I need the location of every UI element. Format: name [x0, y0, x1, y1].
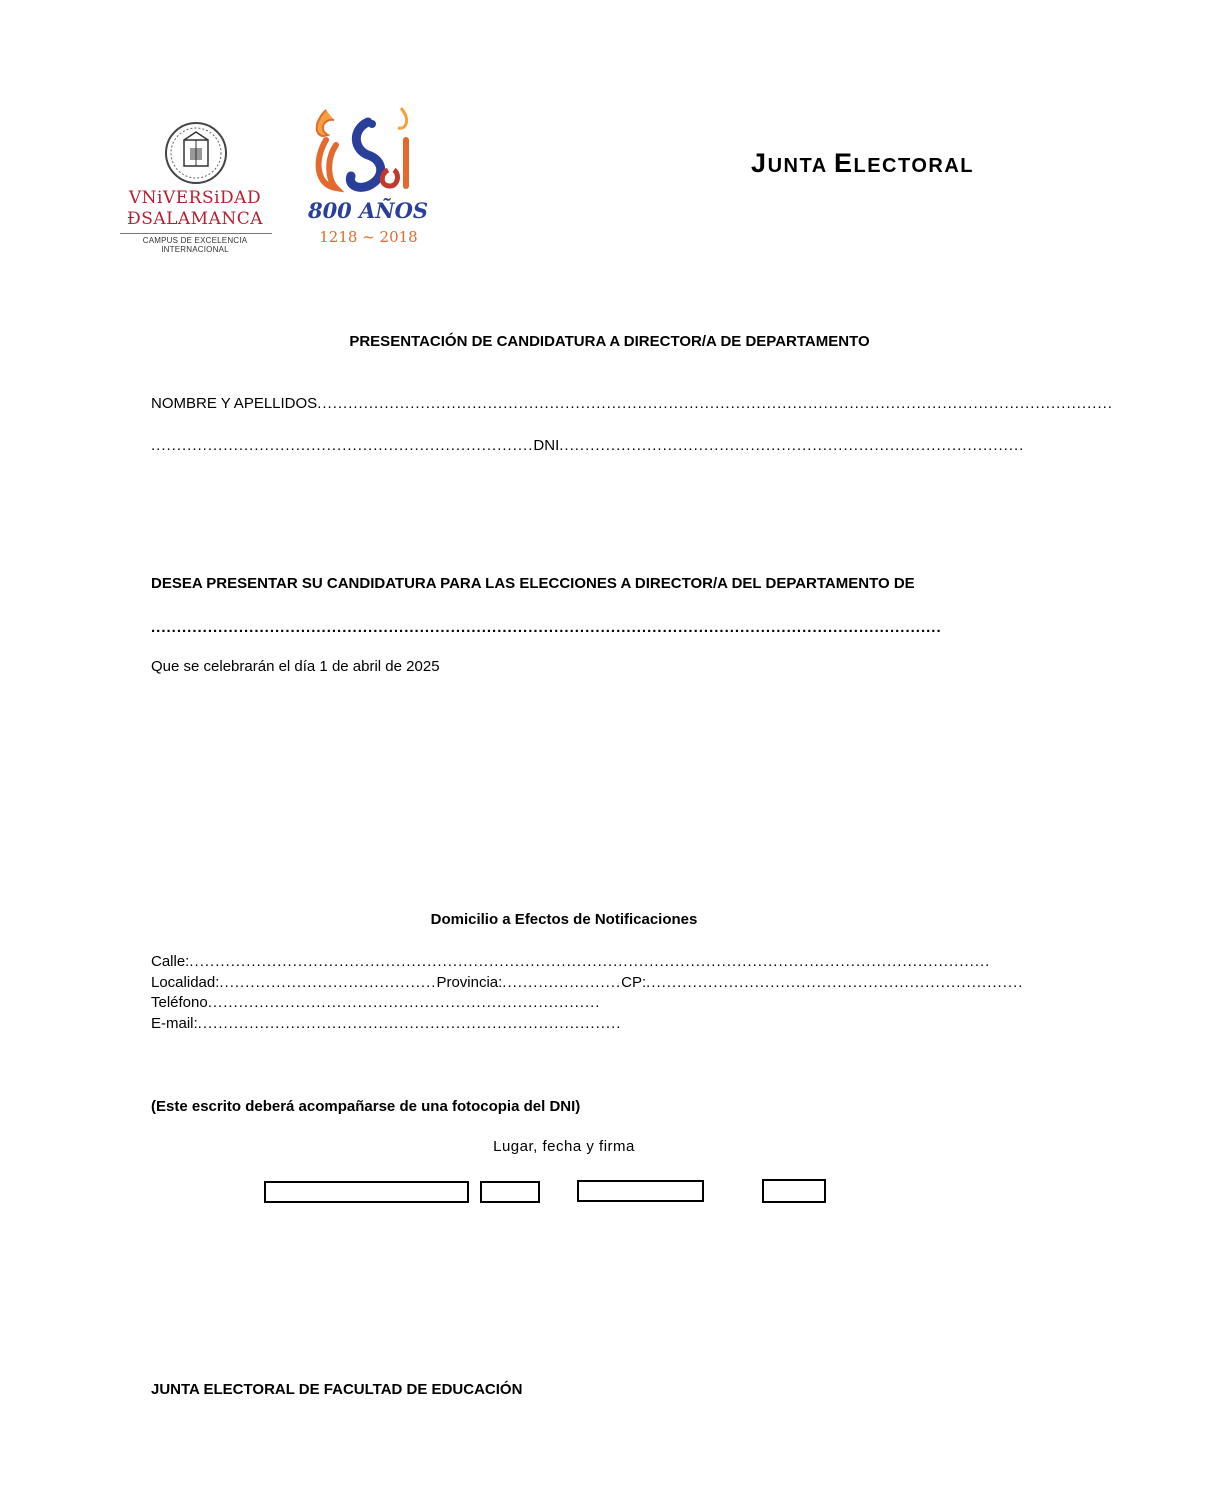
name-field[interactable]: NOMBRE Y APELLIDOS.......................................................................................................................................................... — [151, 395, 1113, 412]
signature-label: Lugar, fecha y firma — [493, 1138, 635, 1155]
postcode-label: CP: — [621, 974, 647, 991]
dni-field[interactable]: ..........................................................................DNI.......................................................................................... — [151, 437, 1025, 454]
declaration-text: DESEA PRESENTAR SU CANDIDATURA PARA LAS ELECCIONES A DIRECTOR/A DEL DEPARTAMENTO DE — [151, 575, 915, 592]
place-box[interactable] — [264, 1181, 469, 1203]
month-box[interactable] — [577, 1180, 704, 1202]
logo-text-campus: CAMPUS DE EXCELENCIA INTERNACIONAL — [142, 236, 248, 254]
dni-copy-note: (Este escrito deberá acompañarse de una fotocopia del DNI) — [151, 1098, 581, 1115]
phone-field[interactable]: Teléfono............................................................................ — [151, 994, 601, 1011]
footer-text: JUNTA ELECTORAL DE FACULTAD DE EDUCACIÓN — [151, 1381, 523, 1398]
city-label: Localidad: — [151, 974, 220, 991]
province-label: Provincia: — [436, 974, 503, 991]
dni-label: DNI — [533, 437, 560, 454]
postcode-field[interactable]: ......................................................................... — [646, 974, 1024, 991]
year-box[interactable] — [762, 1179, 826, 1203]
logo-divider — [120, 233, 272, 234]
anniversary-range: 1218 ~ 2018 — [319, 228, 418, 246]
street-label: Calle: — [151, 953, 190, 970]
day-box[interactable] — [480, 1181, 540, 1203]
city-field[interactable]: .......................................... — [219, 974, 437, 991]
notifications-title: Domicilio a Efectos de Notificaciones — [430, 911, 698, 928]
email-field[interactable]: E-mail:.................................................................................. — [151, 1015, 622, 1032]
page-title: JUNTA ELECTORAL — [751, 148, 974, 178]
province-field[interactable]: ....................... — [502, 974, 622, 991]
street-field[interactable]: Calle:........................................................................................................................................................... — [151, 953, 991, 970]
logo-text-salamanca: ÐSALAMANCA — [126, 209, 264, 229]
email-label: E-mail: — [151, 1015, 198, 1032]
phone-label: Teléfono — [151, 994, 208, 1011]
logo-text-universidad: VNiVERSiDAD — [128, 188, 262, 208]
form-title: PRESENTACIÓN DE CANDIDATURA A DIRECTOR/A DE DEPARTAMENTO — [349, 333, 870, 350]
name-label: NOMBRE Y APELLIDOS — [151, 395, 318, 412]
university-seal-icon — [160, 120, 232, 186]
department-field[interactable]: ......................................................................................................................................................... — [151, 619, 942, 636]
election-date-sentence: Que se celebrarán el día 1 de abril de 2025 — [151, 658, 440, 675]
address-line — [151, 974, 1024, 991]
anniversary-years-label: 800 AÑOS — [307, 198, 429, 223]
